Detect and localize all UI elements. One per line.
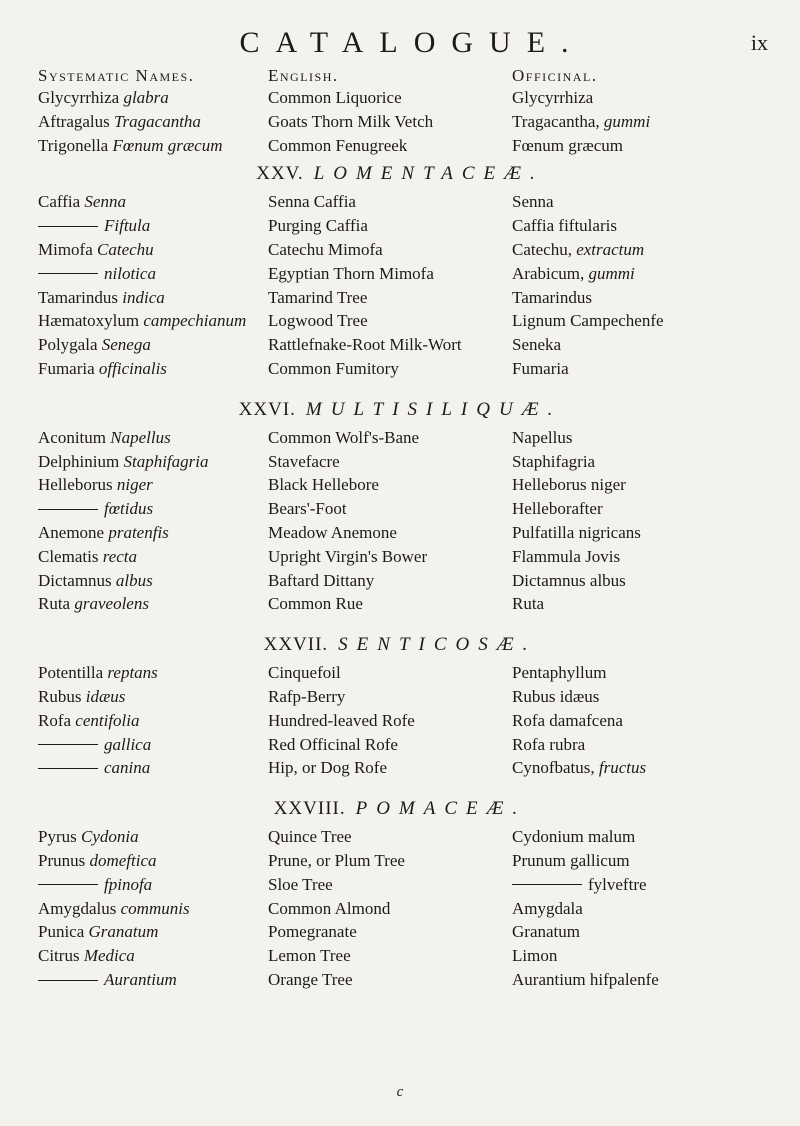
systematic-name [38, 944, 135, 968]
systematic-name [38, 849, 157, 873]
officinal-name [512, 426, 572, 450]
officinal-text: Tragacantha, [512, 111, 600, 131]
english-name: Red Officinal Rofe [268, 734, 398, 754]
officinal-name [512, 134, 623, 158]
genus-name: Mimofa [38, 239, 93, 259]
systematic-name [38, 426, 171, 450]
english-name: Rafp-Berry [268, 686, 346, 706]
officinal-text: Rofa rubra [512, 734, 586, 754]
officinal-name [512, 473, 626, 497]
officinal-name [512, 497, 603, 521]
column-header-systematic: Systematic Names. [38, 66, 195, 85]
officinal-name [512, 309, 664, 333]
section-name: LOMENTACEÆ. [313, 163, 544, 185]
officinal-text: Fumaria [512, 358, 569, 378]
genus-name: Pyrus [38, 827, 77, 847]
species-name: Staphifagria [123, 451, 209, 471]
systematic-name [38, 333, 151, 357]
species-name: communis [120, 898, 190, 918]
species-name: domeftica [89, 850, 157, 870]
systematic-name [38, 569, 153, 593]
systematic-name [38, 86, 169, 110]
catalogue-row [0, 426, 800, 450]
catalogue-row [0, 968, 800, 992]
systematic-name [38, 309, 246, 333]
officinal-text: Dictamnus albus [512, 570, 626, 590]
english-name: Rattlefnake-Root Milk-Wort [268, 335, 462, 355]
genus-name: Amygdalus [38, 898, 117, 918]
genus-name: Aftragalus [38, 111, 110, 131]
officinal-text: Flammula Jovis [512, 546, 621, 566]
officinal-name [512, 521, 641, 545]
genus-name: Rubus [38, 686, 82, 706]
ditto-dash [38, 768, 98, 769]
systematic-name [38, 733, 151, 757]
genus-name: Tamarindus [38, 287, 119, 307]
genus-name: Potentilla [38, 663, 104, 683]
catalogue-row [0, 685, 800, 709]
systematic-name [38, 897, 190, 921]
genus-name: Caffia [38, 192, 81, 212]
officinal-qualifier: gummi [588, 263, 635, 283]
officinal-text: Caffia fiftularis [512, 216, 617, 236]
catalogue-row [0, 497, 800, 521]
section-number: XXVIII. [273, 798, 346, 820]
catalogue-row [0, 920, 800, 944]
ditto-dash [512, 884, 582, 885]
catalogue-row [0, 86, 800, 110]
officinal-name [512, 450, 595, 474]
catalogue-row [0, 944, 800, 968]
officinal-text: Glycyrrhiza [512, 88, 594, 107]
officinal-name [512, 238, 644, 262]
officinal-name [512, 333, 561, 357]
officinal-name [512, 661, 606, 685]
systematic-name [38, 190, 126, 214]
officinal-name [512, 592, 544, 616]
catalogue-row [0, 592, 800, 616]
genus-name: Prunus [38, 850, 86, 870]
genus-name: Ruta [38, 594, 71, 614]
officinal-text: Prunum gallicum [512, 850, 630, 870]
systematic-name [38, 357, 167, 381]
officinal-name [512, 569, 626, 593]
english-name: Quince Tree [268, 827, 352, 847]
genus-name: Delphinium [38, 451, 120, 471]
english-name: Stavefacre [268, 451, 340, 471]
english-name: Purging Caffia [268, 216, 368, 236]
officinal-text: Pentaphyllum [512, 663, 607, 683]
ditto-dash [38, 226, 98, 227]
officinal-text: Cydonium malum [512, 827, 636, 847]
catalogue-row [0, 897, 800, 921]
species-name: indica [122, 287, 165, 307]
species-name: glabra [123, 88, 169, 107]
officinal-text: Lignum Campechenfe [512, 311, 664, 331]
officinal-text: Staphifagria [512, 451, 596, 471]
genus-name: Anemone [38, 522, 105, 542]
officinal-name [512, 733, 585, 757]
catalogue-row [0, 238, 800, 262]
page-number: ix [750, 30, 768, 55]
english-name: Goats Thorn Milk Vetch [268, 111, 434, 131]
genus-name: Citrus [38, 946, 80, 966]
catalogue-row [0, 569, 800, 593]
english-name: Prune, or Plum Tree [268, 850, 405, 870]
species-name: graveolens [74, 594, 149, 614]
species-name: officinalis [98, 358, 167, 378]
catalogue-row [0, 110, 800, 134]
genus-name: Fumaria [38, 358, 95, 378]
english-name: Baftard Dittany [268, 570, 375, 590]
genus-name: Dictamnus [38, 570, 112, 590]
officinal-text: Tamarindus [512, 287, 593, 307]
english-name: Orange Tree [268, 969, 353, 989]
section-heading [0, 157, 800, 190]
section-number: XXV. [256, 163, 304, 185]
catalogue-row [0, 545, 800, 569]
catalogue-body [0, 86, 800, 992]
species-name: Aurantium [104, 969, 177, 989]
officinal-name [512, 944, 557, 968]
officinal-text: Senna [512, 192, 554, 212]
officinal-name [512, 685, 599, 709]
species-name: reptans [107, 663, 158, 683]
english-name: Upright Virgin's Bower [268, 546, 428, 566]
systematic-name [38, 685, 125, 709]
english-name: Senna Caffia [268, 192, 356, 212]
signature-mark: c [396, 1084, 404, 1100]
genus-name: Rofa [38, 710, 72, 730]
officinal-text: Rubus idæus [512, 686, 600, 706]
officinal-text: Aurantium hifpalenfe [512, 969, 659, 989]
ditto-dash [38, 884, 98, 885]
species-name: Tragacantha [114, 111, 201, 131]
officinal-text: Pulfatilla nigricans [512, 522, 641, 542]
systematic-name [38, 110, 201, 134]
officinal-name [512, 897, 583, 921]
section-heading [0, 628, 800, 661]
genus-name: Polygala [38, 335, 98, 355]
catalogue-row [0, 262, 800, 286]
systematic-name [38, 450, 208, 474]
english-name: Catechu Mimofa [268, 239, 383, 259]
officinal-name [512, 214, 617, 238]
species-name: Fœnum græcum [112, 135, 223, 155]
catalogue-row [0, 521, 800, 545]
catalogue-row [0, 825, 800, 849]
officinal-text: Catechu, [512, 239, 572, 259]
english-name: Black Hellebore [268, 475, 379, 495]
running-title: CATALOGUE. [239, 26, 585, 59]
english-name: Cinquefoil [268, 663, 341, 683]
english-name: Sloe Tree [268, 874, 333, 894]
systematic-name [38, 238, 154, 262]
genus-name: Helleborus [38, 475, 113, 495]
officinal-text: Cynofbatus, [512, 758, 595, 778]
section-gap [0, 381, 800, 393]
species-name: Senna [84, 192, 126, 212]
systematic-name [38, 134, 223, 158]
officinal-name [512, 86, 593, 110]
catalogue-row [0, 661, 800, 685]
species-name: Senega [101, 335, 151, 355]
english-name: Hip, or Dog Rofe [268, 758, 387, 778]
species-name: gallica [104, 734, 152, 754]
systematic-name [38, 286, 165, 310]
genus-name: Glycyrrhiza [38, 88, 120, 107]
section-gap [0, 780, 800, 792]
species-name: recta [102, 546, 138, 566]
genus-name: Hæmatoxylum [38, 311, 140, 331]
catalogue-row [0, 214, 800, 238]
species-name: Catechu [97, 239, 154, 259]
officinal-name [512, 849, 630, 873]
officinal-qualifier: extractum [576, 239, 645, 259]
catalogue-row [0, 333, 800, 357]
systematic-name [38, 709, 140, 733]
english-name: Egyptian Thorn Mimofa [268, 263, 434, 283]
section-heading [0, 393, 800, 426]
catalogue-row [0, 709, 800, 733]
species-name: Cydonia [80, 827, 139, 847]
systematic-name [38, 873, 152, 897]
species-name: nilotica [104, 263, 156, 283]
english-name: Tamarind Tree [268, 287, 368, 307]
english-name: Hundred-leaved Rofe [268, 710, 415, 730]
species-name: idæus [85, 686, 126, 706]
catalogue-row [0, 873, 800, 897]
catalogue-row [0, 309, 800, 333]
section-gap [0, 616, 800, 628]
catalogue-row [0, 450, 800, 474]
systematic-name [38, 661, 158, 685]
officinal-text: Fœnum græcum [512, 135, 623, 155]
genus-name: Clematis [38, 546, 99, 566]
officinal-text: Helleborus niger [512, 475, 626, 495]
catalogue-row [0, 756, 800, 780]
officinal-name [512, 110, 650, 134]
officinal-name [512, 286, 592, 310]
english-name: Common Liquorice [268, 88, 402, 107]
officinal-text: Granatum [512, 922, 580, 942]
species-name: Fiftula [104, 216, 151, 236]
species-name: niger [116, 475, 153, 495]
officinal-text: Amygdala [512, 898, 583, 918]
officinal-name [512, 262, 635, 286]
systematic-name [38, 545, 137, 569]
column-header-officinal: Officinal. [512, 66, 598, 85]
catalogue-row [0, 849, 800, 873]
english-name: Logwood Tree [268, 311, 368, 331]
section-name: POMACEÆ. [355, 798, 527, 820]
officinal-text: Napellus [512, 427, 573, 447]
systematic-name [38, 825, 139, 849]
english-name: Bears'-Foot [268, 499, 347, 519]
section-number: XXVI. [238, 398, 296, 420]
officinal-name [512, 825, 635, 849]
officinal-qualifier: fructus [598, 758, 647, 778]
species-name: campechianum [143, 311, 247, 331]
systematic-name [38, 592, 149, 616]
species-name: pratenfis [108, 522, 169, 542]
species-name: Napellus [110, 427, 171, 447]
genus-name: Aconitum [38, 427, 106, 447]
officinal-name [512, 873, 647, 897]
species-name: fpinofa [104, 874, 153, 894]
officinal-text: Ruta [512, 594, 545, 614]
officinal-qualifier: gummi [603, 111, 651, 131]
officinal-text: fylveftre [588, 874, 647, 894]
systematic-name [38, 521, 169, 545]
officinal-text: Rofa damafcena [512, 710, 623, 730]
officinal-text: Limon [512, 946, 558, 966]
systematic-name [38, 968, 177, 992]
systematic-name [38, 262, 156, 286]
english-name: Common Almond [268, 898, 391, 918]
ditto-dash [38, 744, 98, 745]
officinal-name [512, 357, 569, 381]
species-name: Medica [83, 946, 135, 966]
officinal-text: Seneka [512, 335, 562, 355]
catalogue-row [0, 473, 800, 497]
section-heading [0, 792, 800, 825]
officinal-text: Arabicum, [512, 263, 585, 283]
section-name: MULTISILIQUÆ. [305, 398, 562, 420]
systematic-name [38, 497, 153, 521]
species-name: albus [115, 570, 153, 590]
english-name: Common Rue [268, 594, 363, 614]
ditto-dash [38, 273, 98, 274]
genus-name: Punica [38, 922, 85, 942]
section-number: XXVII. [263, 634, 329, 656]
ditto-dash [38, 509, 98, 510]
genus-name: Trigonella [38, 135, 109, 155]
officinal-name [512, 968, 659, 992]
species-name: canina [104, 758, 151, 778]
catalogue-row [0, 357, 800, 381]
english-name: Common Fumitory [268, 358, 399, 378]
catalogue-row [0, 134, 800, 158]
species-name: Granatum [88, 922, 159, 942]
species-name: centifolia [75, 710, 140, 730]
section-name: SENTICOSÆ. [338, 634, 537, 656]
systematic-name [38, 756, 150, 780]
officinal-name [512, 920, 580, 944]
catalogue-row [0, 190, 800, 214]
english-name: Lemon Tree [268, 946, 351, 966]
officinal-text: Helleborafter [512, 499, 603, 519]
officinal-name [512, 756, 646, 780]
catalogue-row [0, 286, 800, 310]
english-name: Meadow Anemone [268, 522, 397, 542]
english-name: Common Wolf's-Bane [268, 427, 420, 447]
column-header-english: English. [268, 66, 339, 85]
species-name: fœtidus [104, 499, 154, 519]
systematic-name [38, 920, 158, 944]
ditto-dash [38, 980, 98, 981]
officinal-name [512, 190, 554, 214]
english-name: Pomegranate [268, 922, 357, 942]
catalogue-row [0, 733, 800, 757]
english-name: Common Fenugreek [268, 135, 408, 155]
systematic-name [38, 214, 150, 238]
officinal-name [512, 545, 620, 569]
systematic-name [38, 473, 153, 497]
officinal-name [512, 709, 623, 733]
